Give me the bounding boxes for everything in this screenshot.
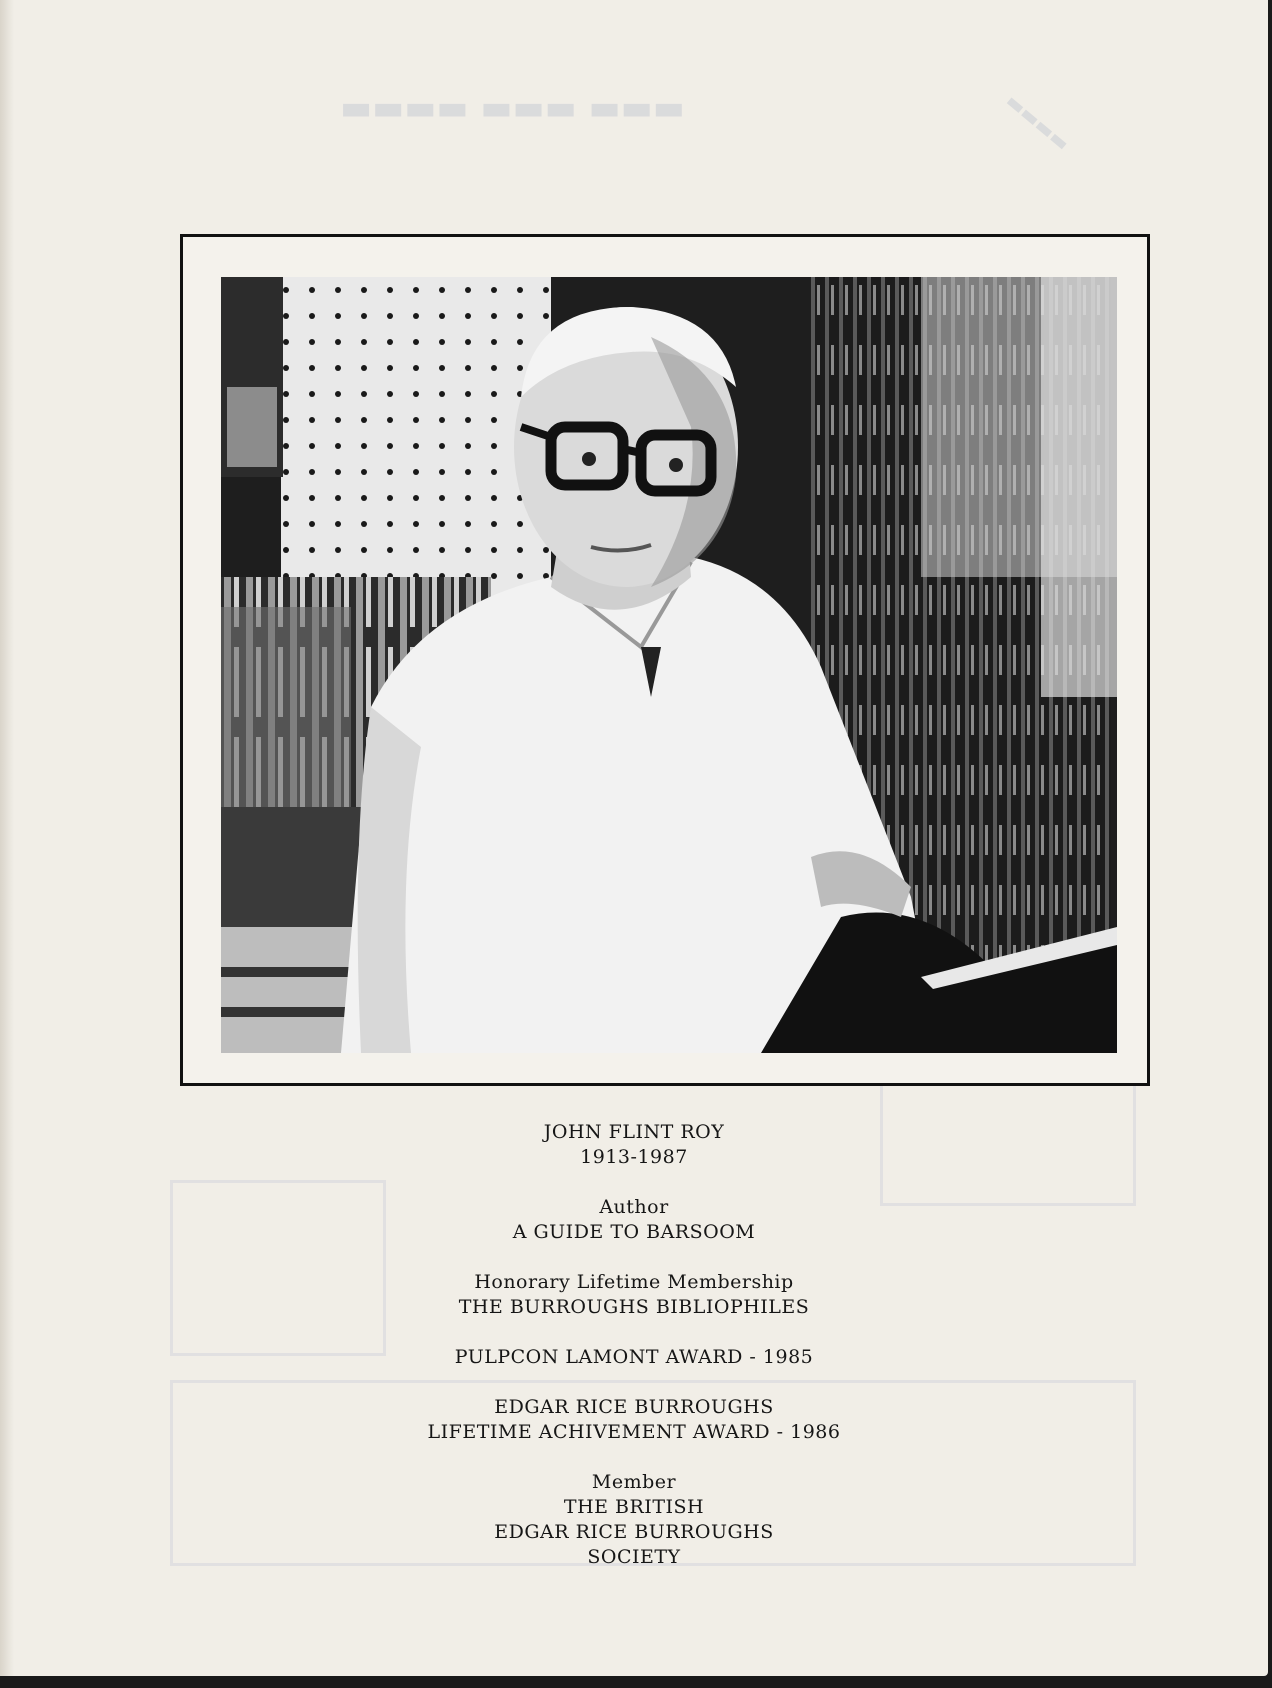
- erb-award-line-2: LIFETIME ACHIVEMENT AWARD - 1986: [427, 1421, 841, 1443]
- caption-author-group: [0, 1195, 1268, 1245]
- caption-block: [0, 1120, 1268, 1595]
- membership-label: Honorary Lifetime Membership: [474, 1271, 794, 1293]
- photo-frame: [180, 234, 1150, 1086]
- portrait-photo: [221, 277, 1117, 1053]
- member-line-1: THE BRITISH: [563, 1496, 705, 1518]
- caption-member-group: [0, 1470, 1268, 1570]
- member-line-2: EDGAR RICE BURROUGHS: [494, 1521, 774, 1543]
- author-label: Author: [599, 1196, 669, 1218]
- bleed-through-text: ▬▬▬ ▬▬▬ ▬▬▬▬: [340, 88, 685, 128]
- erb-award-line-1: EDGAR RICE BURROUGHS: [494, 1396, 774, 1418]
- member-label: Member: [591, 1471, 677, 1493]
- caption-membership-group: [0, 1270, 1268, 1320]
- membership-org: THE BURROUGHS BIBLIOPHILES: [458, 1296, 810, 1318]
- person-name: JOHN FLINT ROY: [543, 1121, 725, 1143]
- caption-name-group: [0, 1120, 1268, 1170]
- pulpcon-award: PULPCON LAMONT AWARD - 1985: [454, 1346, 814, 1368]
- author-work: A GUIDE TO BARSOOM: [512, 1221, 756, 1243]
- bleed-through-text: ▬▬▬▬: [1001, 88, 1075, 156]
- member-line-3: SOCIETY: [587, 1546, 681, 1568]
- life-years: 1913-1987: [580, 1146, 688, 1168]
- portrait-photo-illustration: [221, 277, 1117, 1053]
- caption-pulpcon-group: [0, 1345, 1268, 1370]
- caption-erb-award-group: [0, 1395, 1268, 1445]
